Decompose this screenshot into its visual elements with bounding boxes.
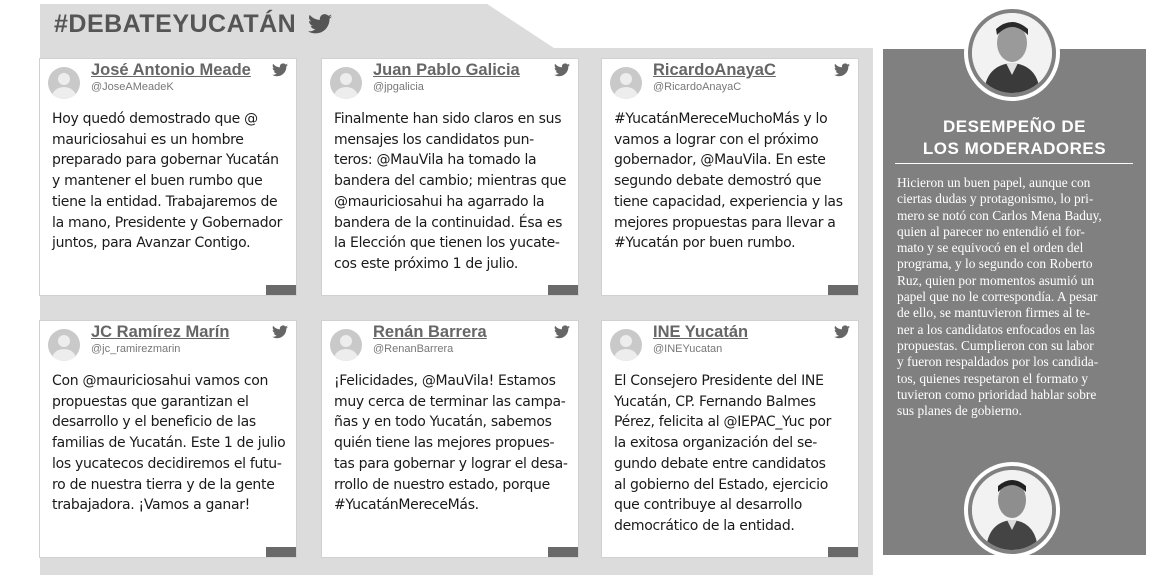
tweet-text: ¡Felicidades, @MauVila! Estamos muy cerca de terminar las campa- ñas y en todo Yucatán, sabemos quién tiene las mejores propues- tas para gobernar y lograr el desa- rrollo de nuestro estado, porque #YucatánMereceMás.: [334, 373, 568, 514]
tweet-card: [40, 321, 296, 557]
tweet-card: [602, 321, 858, 557]
tweet-text: Hoy quedó demostrado que @ mauriciosahui es un hombre preparado para gobernar Yucatán y mantener el buen rumbo que tiene la entidad. Trabajaremos de la mano, Presidente y Gobernador juntos, para Avanzar Contigo.: [52, 111, 283, 252]
panel-title-line: LOS MODERADORES: [922, 139, 1107, 158]
panel-title: [883, 116, 1146, 160]
card-corner-tab: [266, 547, 296, 557]
avatar: [610, 67, 642, 99]
twitter-bird-icon: [308, 14, 332, 34]
tweet-author-handle: @INEYucatan: [653, 343, 723, 355]
tweet-text: El Consejero Presidente del INE Yucatán, CP. Fernando Balmes Pérez, felicita al @IEPAC_Yuc por la exitosa organización del se- gundo debate entre candidatos al gobierno del Estado, ejercicio que contribuye al desarrollo democrático de la entidad.: [614, 373, 832, 534]
tweet-author-handle: @jpgalicia: [373, 81, 424, 93]
twitter-bird-icon: [554, 325, 570, 339]
person-portrait-icon: [972, 470, 1052, 550]
tweet-author-handle: @jc_ramirezmarin: [91, 343, 181, 355]
tweet-author-name[interactable]: RicardoAnayaC: [653, 61, 776, 79]
card-corner-tab: [828, 547, 858, 557]
twitter-bird-icon: [272, 63, 288, 77]
avatar: [330, 67, 362, 99]
tweet-author-handle: @RicardoAnayaC: [653, 81, 742, 93]
tweet-author-name[interactable]: JC Ramírez Marín: [91, 323, 230, 341]
tweet-author-handle: @JoseAMeadeK: [91, 81, 174, 93]
tweet-text: Con @mauriciosahui vamos con propuestas que garantizan el desarrollo y el beneficio de las familias de Yucatán. Este 1 de julio los yucatecos decidiremos el futu- ro de nuestra tierra y de la gente trabajadora. ¡Vamos a ganar!: [52, 373, 286, 514]
hashtag-title: #DEBATEYUCATÁN: [54, 10, 297, 38]
avatar: [330, 329, 362, 361]
tweet-text: Finalmente han sido claros en sus mensajes los candidatos pun- teros: @MauVila ha tomado la bandera del cambio; mientras que @mauriciosahui ha agarrado la bandera de la continuidad. Ésa es la Elección que tienen los yucate- cos este próximo 1 de julio.: [334, 111, 567, 272]
tweet-author-name[interactable]: Juan Pablo Galicia: [373, 61, 520, 79]
tweet-card: [40, 59, 296, 295]
tweet-author-handle: @RenanBarrera: [373, 343, 454, 355]
card-corner-tab: [548, 547, 578, 557]
twitter-bird-icon: [834, 325, 850, 339]
avatar: [48, 329, 80, 361]
avatar: [610, 329, 642, 361]
tweet-card: [322, 59, 578, 295]
twitter-bird-icon: [834, 63, 850, 77]
panel-divider: [895, 163, 1133, 164]
person-portrait-icon: [972, 13, 1052, 93]
tweet-card: [322, 321, 578, 557]
tweet-author-name[interactable]: José Antonio Meade: [91, 61, 251, 79]
avatar: [48, 67, 80, 99]
twitter-bird-icon: [272, 325, 288, 339]
tweet-author-name[interactable]: INE Yucatán: [653, 323, 749, 341]
twitter-bird-icon: [554, 63, 570, 77]
card-corner-tab: [266, 285, 296, 295]
tweet-card: [602, 59, 858, 295]
tweet-author-name[interactable]: Renán Barrera: [373, 323, 487, 341]
panel-title-line: DESEMPEÑO DE: [943, 117, 1086, 136]
moderator-photo-top: [964, 5, 1060, 101]
panel-body-text: Hicieron un buen papel, aunque con ciertas dudas y protagonismo, lo pri- mero se notó con Carlos Mena Baduy, quien al parecer no entendió el for- mato y se equivocó en el orden del programa, y lo segundo con Roberto Ruz, quien por momentos asumió un papel que no le correspondía. A pesar de ello, se mantuvieron firmes al te- ner a los candidatos enfocados en las propuestas. Cumplieron con su labor y fueron respaldados por los candida- tos, quienes respetaron el formato y tuvieron como prioridad hablar sobre sus planes de gobierno.: [897, 175, 1102, 419]
card-corner-tab: [828, 285, 858, 295]
tweet-text: #YucatánMereceMuchoMás y lo vamos a lograr con el próximo gobernador, @MauVila. En este segundo debate demostró que tiene capacidad, experiencia y las mejores propuestas para llevar a #Yucatán por buen rumbo.: [614, 111, 843, 252]
moderator-photo-bottom: [964, 462, 1060, 558]
card-corner-tab: [548, 285, 578, 295]
